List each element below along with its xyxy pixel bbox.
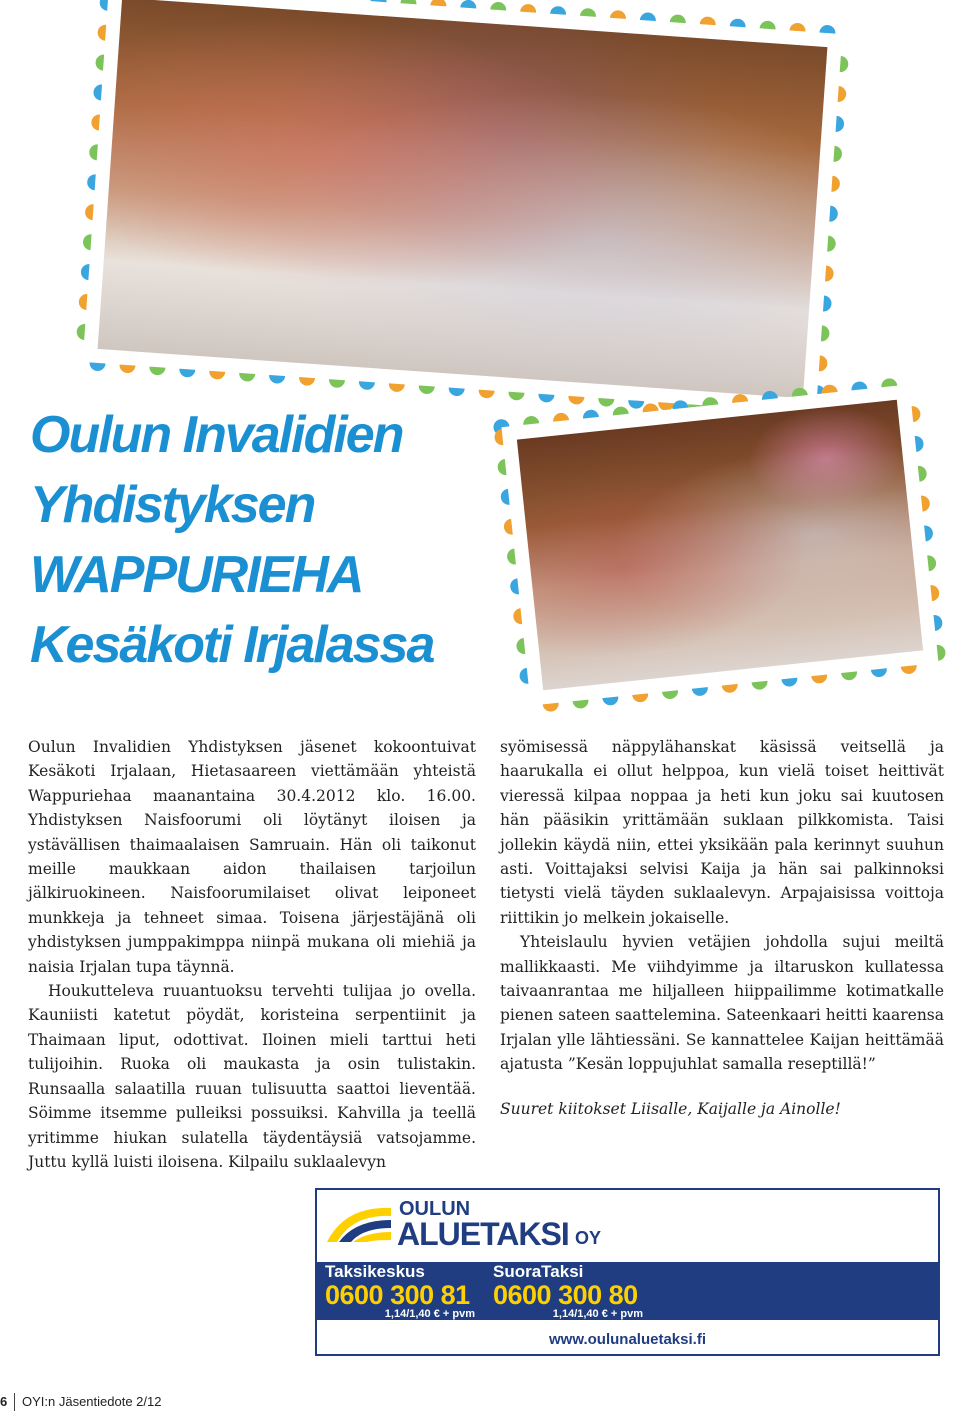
service-label: Taksikeskus — [325, 1262, 425, 1281]
signature: Suuret kiitokset Liisalle, Kaijalle ja Ainolle! — [500, 1099, 841, 1118]
article-title — [30, 400, 490, 680]
ad-brand-name: ALUETAKSI — [397, 1216, 569, 1252]
article-column-left — [28, 735, 476, 1174]
party-photo-image — [517, 400, 923, 691]
publication-name: OYI:n Jäsentiedote 2/12 — [22, 1394, 162, 1409]
article-column-right — [500, 735, 944, 1121]
photo-party-2 — [501, 384, 938, 705]
title-line: Yhdistyksen — [30, 476, 315, 534]
title-line: Kesäkoti Irjalassa — [30, 616, 434, 674]
paragraph: syömisessä näppylähanskat käsissä veitsellä ja haarukalla ei ollut helppoa, kun vielä toiset heittivät vieressä kilpaa noppaa ja heti kun joku sai kuutosen hän pääsikin yrittämään suklaan pilkkomista. Taisi jollekin käydä niin, ettei yksikään pala kerinnyt suuhun asti. Voittajaksi selvisi Kaija ja hän sai palkinnoksi tietysti vielä täyden suklaalevyn. Arpajaisissa voittoja riittikin jo melkein jokaiselle. — [500, 738, 944, 927]
service-label: SuoraTaksi — [493, 1262, 584, 1281]
party-photo-image — [98, 0, 828, 398]
ad-contact-band — [317, 1262, 938, 1320]
phone-number[interactable]: 0600 300 81 — [325, 1280, 470, 1310]
ad-website-link[interactable]: www.oulunaluetaksi.fi — [549, 1331, 706, 1348]
phone-number[interactable]: 0600 300 80 — [493, 1280, 638, 1310]
price-note: 1,14/1,40 € + pvm — [552, 1308, 643, 1320]
paragraph: Houkutteleva ruuantuoksu tervehti tulijaa jo ovella. Kauniisti katetut pöydät, koristeina serpentiinit ja Thaimaan liput, odottivat. Iloinen mieli tarttui heti tulijoihin. Ruoka oli maukasta ja osin tulistakin. Runsaalla salaatilla ruuan tulisuutta saattoi lieventää. Söimme itsemme pulleiksi possuiksi. Kahvilla ja teellä yritimme hiukan sulatella täydentäysiä vatsojamme. Juttu kyllä luisti iloisena. Kilpailu suklaalevyn — [28, 982, 476, 1171]
paragraph: Oulun Invalidien Yhdistyksen jäsenet kokoontuivat Kesäkoti Irjalaan, Hietasaareen viettämään yhteistä Wappuriehaa maanantaina 30.4.2012 klo. 16.00. Yhdistyksen Naisfoorumi oli löytänyt iloisen ja ystävällisen thaimaalaisen Samruain. Hän oli taikonut meille maukkaan aidon thailaisen tarjoilun jälkiruokineen. Naisfoorumilaiset olivat leiponeet munkkeja ja tehneet simaa. Toisena järjestäjänä oli yhdistyksen jumppakimppa niinpä mukana oli miehiä ja naisia Irjalan tupa täynnä. — [28, 738, 476, 976]
taxi-logo-icon — [325, 1202, 393, 1244]
title-line: WAPPURIEHA — [30, 546, 363, 604]
price-note: 1,14/1,40 € + pvm — [384, 1308, 475, 1320]
ad-brand-prefix: OULUN — [399, 1198, 471, 1220]
ad-brand-suffix: OY — [575, 1228, 602, 1248]
taxi-advertisement — [315, 1188, 940, 1356]
photo-party-1 — [83, 0, 843, 413]
taksikeskus-block — [325, 1262, 475, 1320]
footer-divider — [14, 1393, 15, 1411]
suorataksi-block — [493, 1262, 643, 1320]
paragraph: Yhteislaulu hyvien vetäjien johdolla sujui meiltä mallikkaasti. Me viihdyimme ja iltaruskon kullatessa taivaanrantaa me hiljalleen hiippailimme kotimatkalle pienen sateen saattelemina. Sateenkaari heitti kaarensa Irjalan ylle lähtiessäni. Se kannattelee Kaijan heittämää ajatusta ”Kesän loppujuhlat samalla reseptillä!” — [500, 933, 944, 1074]
page-number: 6 — [0, 1394, 8, 1409]
title-line: Oulun Invalidien — [30, 406, 403, 464]
